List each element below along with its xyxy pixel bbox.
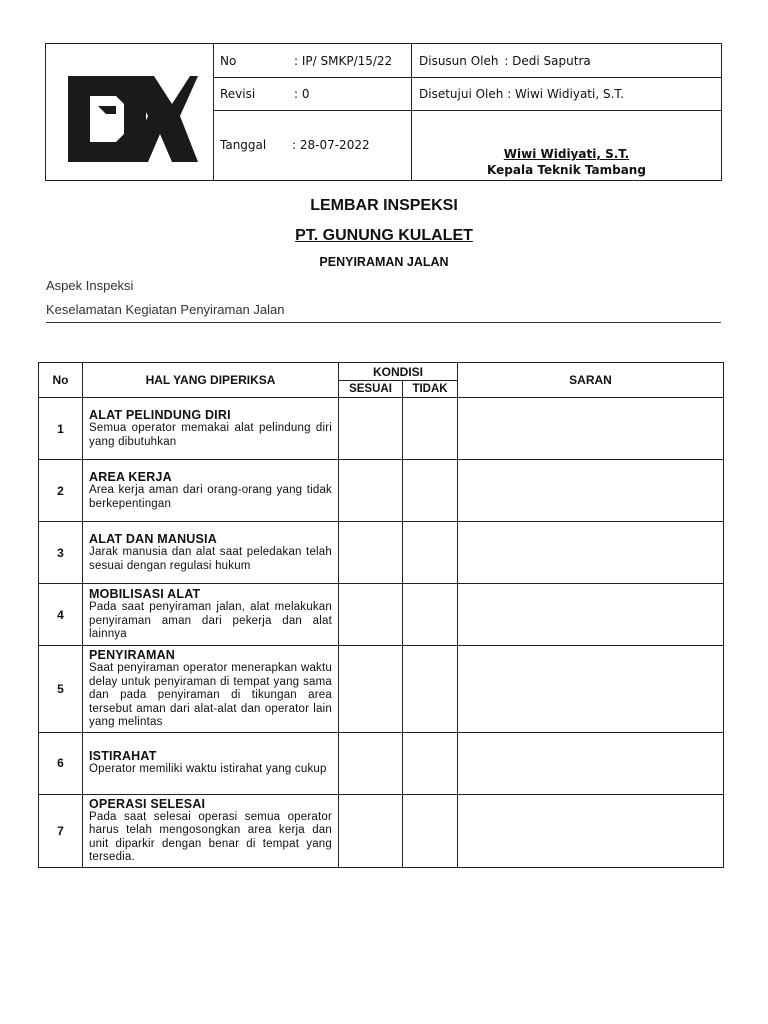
saran-cell[interactable] (458, 460, 724, 522)
column-header-kondisi: KONDISI (339, 363, 458, 381)
table-row (39, 522, 724, 584)
row-number: 1 (39, 398, 83, 460)
table-row (39, 794, 724, 867)
column-header-sesuai: SESUAI (339, 381, 403, 398)
row-number: 5 (39, 646, 83, 733)
tidak-cell[interactable] (403, 460, 458, 522)
saran-cell[interactable] (458, 522, 724, 584)
document-header (45, 43, 722, 181)
date-value: : 28-07-2022 (292, 138, 370, 152)
saran-cell[interactable] (458, 646, 724, 733)
row-item (83, 584, 339, 646)
row-item-title: PENYIRAMAN (89, 648, 176, 662)
row-number: 3 (39, 522, 83, 584)
signer-name: Wiwi Widiyati, S.T. (503, 147, 630, 161)
tidak-cell[interactable] (403, 584, 458, 646)
aspect-label: Aspek Inspeksi (46, 278, 134, 293)
row-item-desc: Pada saat selesai operasi semua operator harus telah mengosongkan area kerja dan unit diparkir dengan benar di tempat yang tersedia. (89, 810, 332, 863)
tidak-cell[interactable] (403, 732, 458, 794)
saran-cell[interactable] (458, 398, 724, 460)
row-item-title: OPERASI SELESAI (89, 796, 206, 811)
saran-cell[interactable] (458, 794, 724, 867)
aspect-value: Keselamatan Kegiatan Penyiraman Jalan (46, 302, 285, 317)
row-number: 2 (39, 460, 83, 522)
row-item-title: MOBILISASI ALAT (89, 587, 201, 602)
row-number: 7 (39, 794, 83, 867)
revision-field (220, 87, 310, 101)
row-item-desc: Pada saat penyiraman jalan, alat melakukan penyiraman aman dari pekerja dan alat lainnya (89, 601, 332, 641)
row-item-title: ALAT DAN MANUSIA (89, 532, 217, 546)
revision-value: : 0 (294, 87, 310, 101)
sesuai-cell[interactable] (339, 794, 403, 867)
document-title: LEMBAR INSPEKSI (310, 197, 458, 214)
row-item-title: AREA KERJA (89, 470, 172, 484)
row-item-title: ALAT PELINDUNG DIRI (89, 408, 231, 422)
signer-title: Kepala Teknik Tambang (487, 163, 646, 177)
row-item-desc: Saat penyiraman operator menerapkan waktu delay untuk penyiraman di tempat yang sama dan pada penyiraman di tikungan area tersebut aman dari alat-alat dan operator lain yang melintas (89, 662, 332, 728)
table-row (39, 460, 724, 522)
row-item-desc: Semua operator memakai alat pelindung diri yang dibutuhkan (89, 422, 332, 448)
tidak-cell[interactable] (403, 398, 458, 460)
row-item (83, 460, 339, 522)
prepared-by-field (419, 54, 591, 68)
row-item (83, 522, 339, 584)
column-header-tidak: TIDAK (403, 381, 458, 398)
doc-number-label: No (220, 54, 237, 68)
table-header-row (39, 363, 724, 381)
row-item (83, 732, 339, 794)
table-row (39, 646, 724, 733)
row-item (83, 398, 339, 460)
tidak-cell[interactable] (403, 794, 458, 867)
table-row (39, 732, 724, 794)
sesuai-cell[interactable] (339, 646, 403, 733)
row-number: 4 (39, 584, 83, 646)
company-name: PT. GUNUNG KULALET (295, 227, 473, 244)
approved-by-field (419, 87, 624, 101)
row-item-desc: Operator memiliki waktu istirahat yang cukup (89, 763, 327, 776)
tidak-cell[interactable] (403, 522, 458, 584)
sesuai-cell[interactable] (339, 584, 403, 646)
approved-by-label: Disetujui Oleh (419, 87, 504, 101)
approved-by-value: : Wiwi Widiyati, S.T. (507, 87, 625, 101)
table-row (39, 398, 724, 460)
column-header-item: HAL YANG DIPERIKSA (83, 363, 339, 398)
row-item (83, 646, 339, 733)
doc-number-field (220, 54, 393, 68)
section-divider (46, 322, 721, 323)
row-item (83, 794, 339, 867)
header-divider (213, 110, 721, 111)
sesuai-cell[interactable] (339, 732, 403, 794)
prepared-by-value: : Dedi Saputra (504, 54, 591, 68)
sesuai-cell[interactable] (339, 460, 403, 522)
prepared-by-label: Disusun Oleh (419, 54, 499, 68)
row-item-desc: Jarak manusia dan alat saat peledakan telah sesuai dengan regulasi hukum (89, 546, 332, 572)
doc-number-value: : IP/ SMKP/15/22 (294, 54, 393, 68)
row-item-desc: Area kerja aman dari orang-orang yang tidak berkepentingan (89, 484, 332, 510)
saran-cell[interactable] (458, 584, 724, 646)
table-row (39, 584, 724, 646)
sesuai-cell[interactable] (339, 522, 403, 584)
company-logo (68, 76, 198, 162)
row-number: 6 (39, 732, 83, 794)
header-divider (213, 77, 721, 78)
document-subtitle: PENYIRAMAN JALAN (319, 255, 449, 269)
logo-cell (46, 44, 214, 180)
column-header-saran: SARAN (458, 363, 724, 398)
row-item-title: ISTIRAHAT (89, 749, 157, 764)
sesuai-cell[interactable] (339, 398, 403, 460)
saran-cell[interactable] (458, 732, 724, 794)
column-header-no: No (39, 363, 83, 398)
date-field (220, 138, 370, 152)
tidak-cell[interactable] (403, 646, 458, 733)
inspection-table (38, 362, 724, 868)
date-label: Tanggal (220, 138, 267, 152)
revision-label: Revisi (220, 87, 256, 101)
